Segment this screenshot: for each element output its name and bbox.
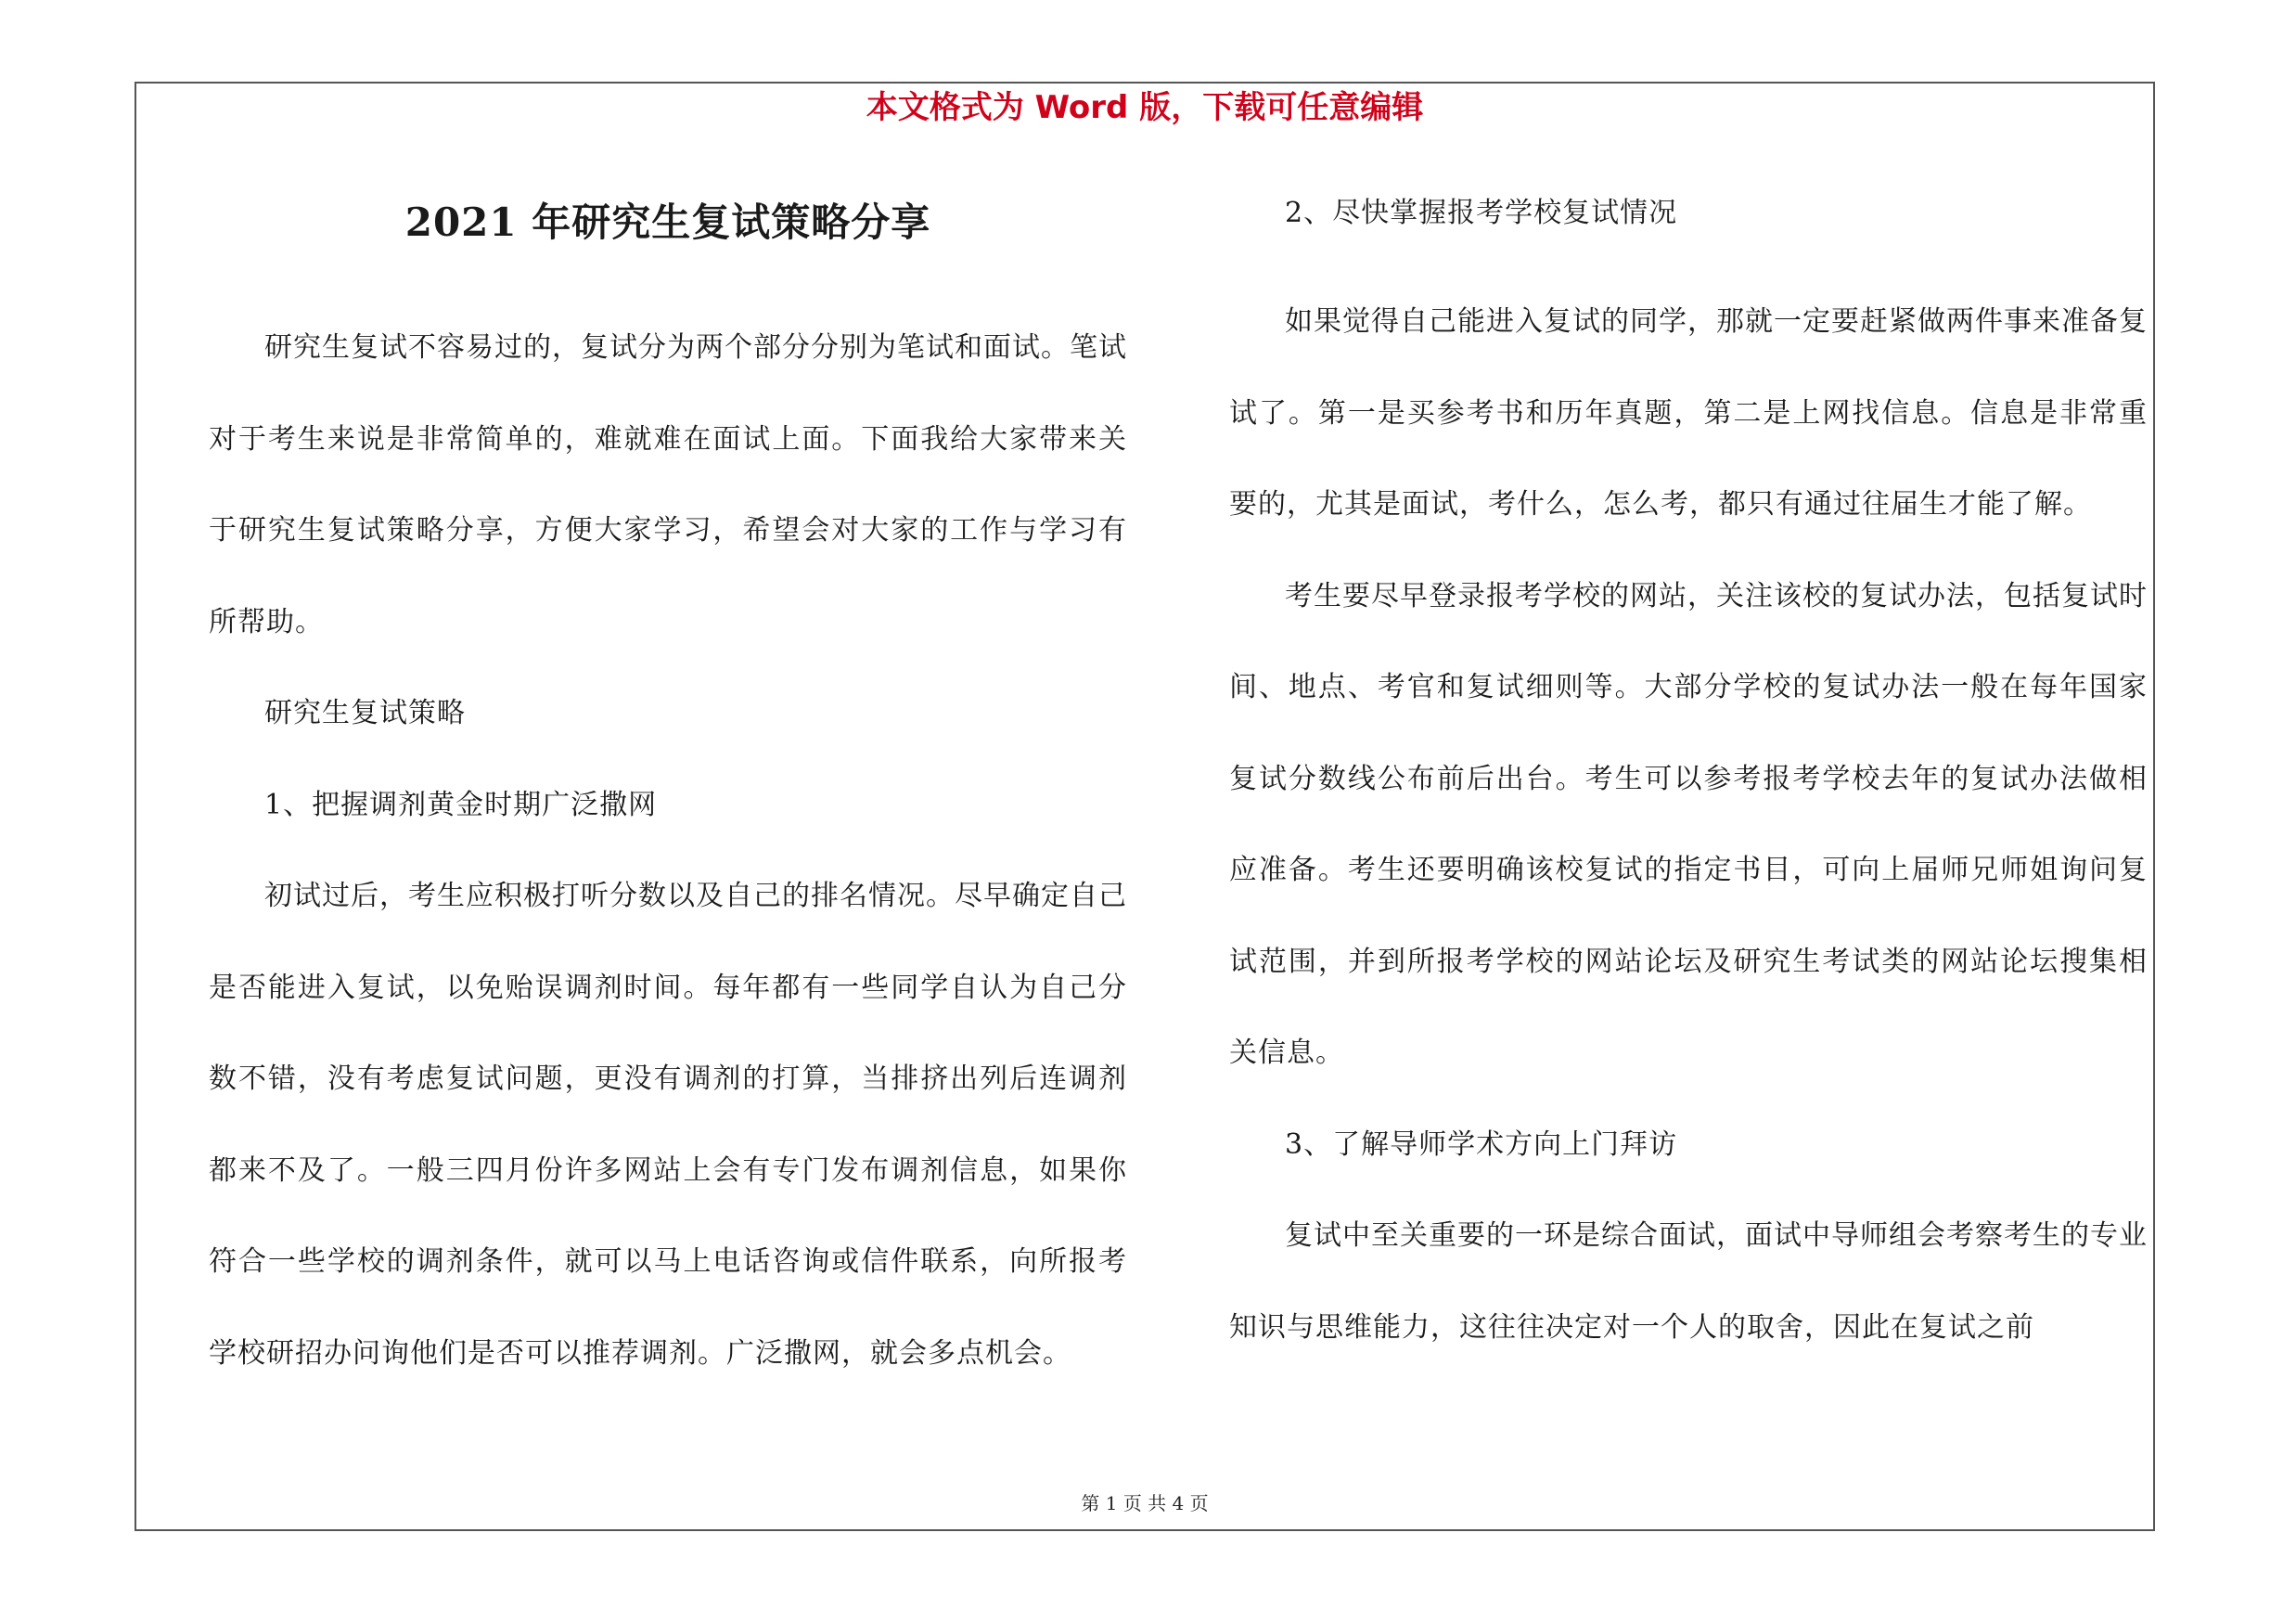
right-column: [1229, 186, 2148, 1373]
page-number-footer: 第 1 页 共 4 页: [1081, 1492, 1209, 1514]
point-3-heading: 3、了解导师学术方向上门拜访: [1285, 1127, 1678, 1161]
intro-paragraph: 研究生复试不容易过的，复试分为两个部分分别为笔试和面试。笔试对于考生来说是非常简单的，难就难在面试上面。下面我给大家带来关于研究生复试策略分享，方便大家学习，希望会对大家的工作与学习有所帮助。: [209, 331, 1127, 638]
section-heading-strategy: 研究生复试策略: [264, 697, 466, 729]
point-2-heading: 2、尽快掌握报考学校复试情况: [1285, 197, 1678, 229]
point-1-body: 初试过后，考生应积极打听分数以及自己的排名情况。尽早确定自己是否能进入复试，以免贻误调剂时间。每年都有一些同学自认为自己分数不错，没有考虑复试问题，更没有调剂的打算，当排挤出列后连调剂都来不及了。一般三四月份许多网站上会有专门发布调剂信息，如果你符合一些学校的调剂条件，就可以马上电话咨询或信件联系，向所报考学校研招办问询他们是否可以推荐调剂。广泛撒网，就会多点机会。: [209, 880, 1127, 1370]
point-2-body-1: 如果觉得自己能进入复试的同学，那就一定要赶紧做两件事来准备复试了。第一是买参考书和历年真题，第二是上网找信息。信息是非常重要的，尤其是面试，考什么，怎么考，都只有通过往届生才能了解。: [1229, 305, 2148, 521]
point-1-heading: 1、把握调剂黄金时期广泛撒网: [264, 788, 658, 821]
word-format-banner: 本文格式为 Word 版，下载可任意编辑: [866, 89, 1424, 126]
left-column: [209, 167, 1127, 1399]
point-2-body-2: 考生要尽早登录报考学校的网站，关注该校的复试办法，包括复试时间、地点、考官和复试细则等。大部分学校的复试办法一般在每年国家复试分数线公布前后出台。考生可以参考报考学校去年的复试办法做相应准备。考生还要明确该校复试的指定书目，可向上届师兄师姐询问复试范围，并到所报考学校的网站论坛及研究生考试类的网站论坛搜集相关信息。: [1229, 579, 2148, 1069]
point-3-body: 复试中至关重要的一环是综合面试，面试中导师组会考察考生的专业知识与思维能力，这往往决定对一个人的取舍，因此在复试之前: [1229, 1219, 2148, 1344]
document-title: 2021 年研究生复试策略分享: [404, 200, 931, 245]
